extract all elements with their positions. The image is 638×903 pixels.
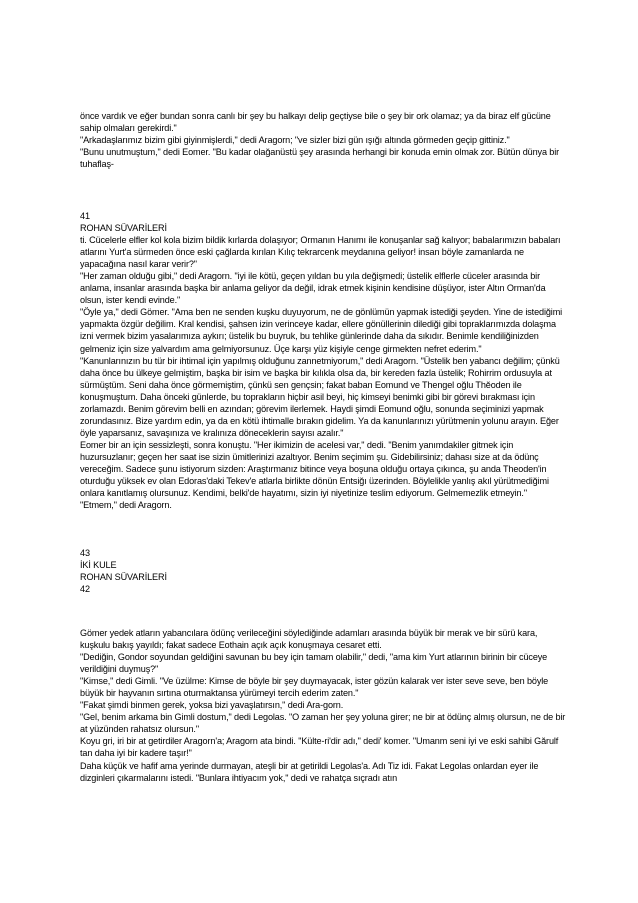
paragraph: Eomer bir an için sessizleşti, sonra konuştu. "Her ikimizin de acelesi var," dedi. "Benim yanımdakiler gitmek için huzursuzlanır; geçen her saat ise sizin ümitlerinizi azaltıyor. Benim seçimim şu. Gidebilirsiniz; dahası size at da ödünç vereceğim. Sadece şunu istiyorum sizden: Araştırmanız bitince veya boşuna olduğu ortaya çıkınca, şu anda Theoden'in oturduğu yüksek ev olan Edoras'daki Tekev'e atlarla birlikte dönün Entsiğı üzerinden. Böylelikle yanlış akıl yürütmediğimi onlara kanıtlamış olursunuz. Kendimi, belki'de hayatımı, sizin iyi niyetinize teslim ediyorum. Gelmemezlik etmeyin."	[80, 439, 549, 499]
paragraph: "Gel, benim arkama bin Gimli dostum," dedi Legolas. "O zaman her şey yoluna girer; ne bir at ödünç almış olursun, ne de bir at yüzünden rahatsız olursun."	[80, 712, 566, 735]
book-title: İKİ KULE	[80, 560, 117, 571]
chapter-title: ROHAN SÜVARİLERİ	[80, 223, 167, 234]
page-number: 41	[80, 211, 90, 221]
paragraph: "Fakat şimdi binmen gerek, yoksa bizi yavaşlatırsın," dedi Ara-gorn.	[80, 700, 344, 711]
text-block-1	[80, 110, 566, 170]
text-block-2	[80, 210, 566, 511]
paragraph: "Dediğin, Gondor soyundan geldiğini savunan bu bey için tamam olabilir," dedi, "ama kim Yurt atlarının birinin bir cüceye verildiğini duymuş?"	[80, 652, 548, 675]
paragraph: Koyu gri, iri bir at getirdiler Aragorn'a; Aragorn ata bindi. "Külte-ri'dir adı," dedi' komer. "Umanm seni iyi ve eski sahibi Gărulf tan daha iyi bir kadere taşır!"	[80, 736, 559, 759]
paragraph: "Bunu unutmuştum," dedi Eomer. "Bu kadar olağanüstü şey arasında herhangi bir konuda emin olmak zor. Bütün dünya bir tuhaflaş-	[80, 147, 560, 170]
chapter-title: ROHAN SÜVARİLERİ	[80, 572, 167, 583]
paragraph: önce vardık ve eğer bundan sonra canlı bir şey bu halkayı delip geçtiyse bile o şey bir ork olamaz; ya da biraz elf gücüne sahip olmaları gerekirdi."	[80, 111, 551, 134]
paragraph: "Kimse," dedi Gimli. "Ve üzülme: Kimse de böyle bir şey duymayacak, ister gözün kalarak ver ister seve seve, ben böyle büyük bir hayvanın sırtına oturmaktansa yürümeyi tercih ederim zaten."	[80, 676, 549, 699]
paragraph: ti. Cücelerle elfler kol kola bizim bildik kırlarda dolaşıyor; Ormanın Hanımı ile konuşanlar sağ kalıyor; babalarımızın babaları atlarını Yurt'a sürmeden önce eski çağlarda kırılan Kılıç tekrarcenk meydanına geliyor! insan böyle zamanlarda ne yapacağına nasıl karar verir?"	[80, 235, 561, 270]
paragraph: "Her zaman olduğu gibi," dedi Aragorn. "iyi ile kötü, geçen yıldan bu yıla değişmedi; üstelik elflerle cüceler arasında bir anlama, insanlar arasında başka bir anlama geliyor da değil, idrak etmek kişinin kendisine düşüyor, ister Altın Orman'da olsun, ister kendi evinde."	[80, 271, 546, 306]
paragraph: "Arkadaşlarımız bizim gibi giyinmişlerdi," dedi Aragorn; "ve sizler bizi gün ışığı altında görmeden geçip gittiniz."	[80, 135, 510, 146]
text-block-3	[80, 547, 566, 595]
paragraph: "Etmem," dedi Aragorn.	[80, 500, 172, 511]
paragraph: "Öyle ya," dedi Gömer. "Ama ben ne senden kuşku duyuyorum, ne de gönlümün yapmak istediği şeyden. Yine de istediğimi yapmakta özgür değilim. Kral kendisi, şahsen izin verinceye kadar, ellere gönüllerinin dilediği gibi topraklarımızda dolaşma izni vermek bizim yasalarımıza aykırı; üstelik bu buyruk, bu tehlike günlerinde daha da sıkıdır. Benimle kendiliğinizden gelmeniz için size yalvardım ama gelmiyorsunuz. Üçe karşı yüz kişiyle cenge girmekten nefret ederim."	[80, 307, 563, 354]
page-number: 43	[80, 548, 90, 558]
page-number: 42	[80, 584, 90, 595]
paragraph: "Kanunlarınızın bu tür bir ihtimal için yapılmış olduğunu zannetmiyorum," dedi Aragorn. "Üstelik ben yabancı değilim; çünkü daha önce bu ülkeye gelmiştim, başka bir isim ve başka bir kılıkla olsa da, bir kereden fazla üstelik; Rohirrim ordusuyla at sürmüştüm. Seni daha önce görmemiştim, çünkü sen gençsin; fakat baban Eomund ve Thengel oğlu Thĕoden ile konuşmuştum. Daha önceki günlerde, bu toprakların hiçbir asil beyi, hiç kimseyi benimki gibi bir görevi bırakması için zorlamazdı. Benim görevim belli en azından; görevim ilerlemek. Haydi şimdi Eomund oğlu, sonunda seçiminizi yapmak zorundasınız. Bize yardım edin, ya da en kötü ihtimalle bırakın gidelim. Ya da kanunlarınızı yürütmenin yolunu arayın. Eğer öyle yaparsanız, savaşınıza ve kralınıza döneceklerin sayısı azalır."	[80, 355, 560, 438]
text-block-4	[80, 627, 566, 784]
paragraph: Gömer yedek atların yabancılara ödünç verileceğini söylediğinde adamları arasında büyük bir merak ve bir sürü kara, kuşkulu bakış yayıldı; fakat sadece Eothain açık açık konuşmaya cesaret etti.	[80, 628, 538, 651]
paragraph: Daha küçük ve hafif ama yerinde durmayan, ateşli bir at getirildi Legolas'a. Adı Tiz idi. Fakat Legolas onlardan eyer ile dizginleri çıkarmalarını istedi. "Bunlara ihtiyacım yok," dedi ve rahatça sıçradı atın	[80, 760, 539, 783]
